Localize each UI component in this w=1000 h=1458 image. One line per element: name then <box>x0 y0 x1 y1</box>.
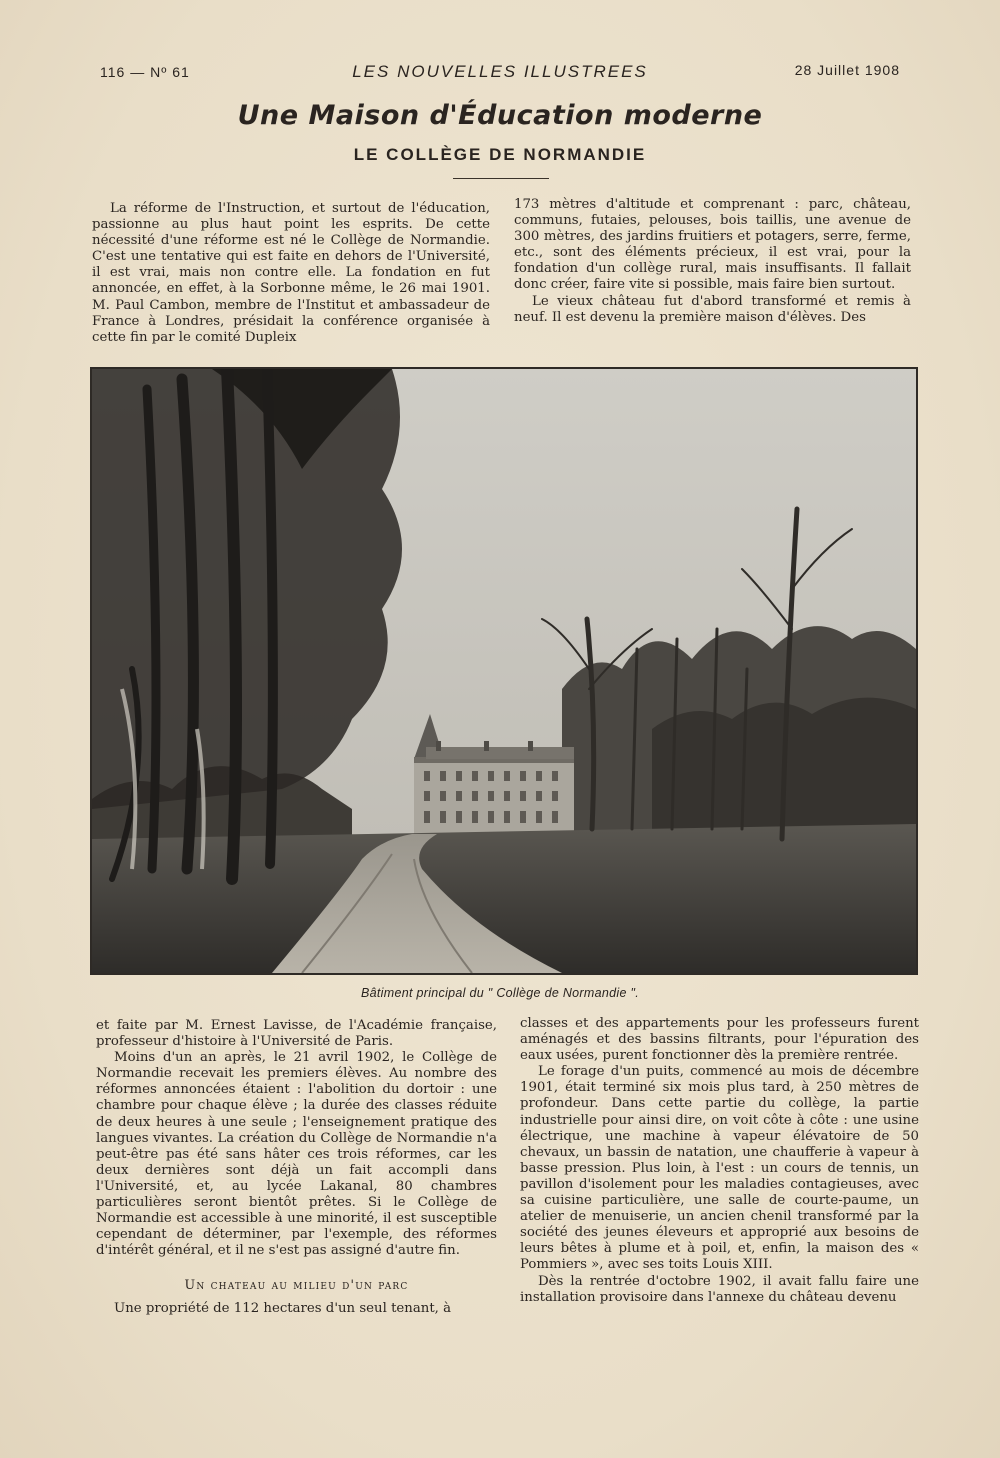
paragraph: Dès la rentrée d'octobre 1902, il avait fallu faire une installation provisoire dans l'annexe du château devenu <box>520 1273 919 1305</box>
column-top-left <box>92 201 490 346</box>
chateau-photograph <box>90 367 918 975</box>
section-heading: Un chateau au milieu d'un parc <box>184 1277 409 1293</box>
paragraph: Moins d'un an après, le 21 avril 1902, le Collège de Normandie recevait les premiers élèves. Au nombre des réformes annoncées étaient : l'abolition du dortoir : une chambre pour chaque élève ; la durée des classes réduite de deux heures à une seule ; l'enseignement pratique des langues vivantes. La création du Collège de Normandie n'a peut-être pas été sans hâter ces trois réformes, car les deux dernières sont déjà un fait accompli dans l'Université, et, au lycée Lakanal, 80 chambres particulières seront bientôt prêtes. Si le Collège de Normandie est accessible à une minorité, il est susceptible cependant de déterminer, par l'exemple, des réformes d'intérêt général, et il ne s'est pas assigné d'autre fin. <box>96 1050 497 1259</box>
paragraph: Le vieux château fut d'abord transformé et remis à neuf. Il est devenu la première maison d'élèves. Des <box>514 293 911 325</box>
journal-name: LES NOUVELLES ILLUSTREES <box>352 62 648 81</box>
page-folio: 116 — Nº 61 <box>100 64 190 80</box>
paragraph: et faite par M. Ernest Lavisse, de l'Académie française, professeur d'histoire à l'Université de Paris. <box>96 1018 497 1050</box>
page-header <box>100 62 900 86</box>
paragraph: classes et des appartements pour les professeurs furent aménagés et des bassins filtrants, pour l'épuration des eaux usées, purent fonctionner dès la première rentrée. <box>520 1016 919 1064</box>
title-rule <box>453 178 549 179</box>
article-title: Une Maison d'Éducation moderne <box>237 100 763 131</box>
paragraph: 173 mètres d'altitude et comprenant : parc, château, communs, futaies, pelouses, bois taillis, une avenue de 300 mètres, des jardins fruitiers et potagers, serre, ferme, etc., sont des éléments précieux, il est vrai, pour la fondation d'un collège rural, mais insuffisants. Il fallait donc créer, faire vite si possible, mais faire bien surtout. <box>514 197 911 293</box>
column-top-right <box>514 197 911 326</box>
photo-caption: Bâtiment principal du " Collège de Normandie ". <box>361 986 639 1000</box>
column-bottom-left <box>96 1018 497 1317</box>
paragraph: Une propriété de 112 hectares d'un seul tenant, à <box>114 1300 452 1316</box>
issue-date: 28 Juillet 1908 <box>794 62 900 78</box>
chateau-photo-illustration <box>92 369 916 973</box>
paragraph: Le forage d'un puits, commencé au mois de décembre 1901, était terminé six mois plus tard, à 250 mètres de profondeur. Dans cette partie du collège, la partie industrielle pour ainsi dire, on voit côte à côte : une usine électrique, une machine à vapeur élévatoire de 50 chevaux, un bassin de natation, une chaufferie à vapeur à basse pression. Plus loin, à l'est : un cours de tennis, un pavillon d'isolement pour les maladies contagieuses, avec sa cuisine particulière, une salle de courte-paume, un atelier de menuiserie, un ancien chenil transformé par la société des jeunes éleveurs et approprié aux besoins de leurs bêtes à plume et à poil, et, enfin, la maison des « Pommiers », avec ses toits Louis XIII. <box>520 1064 919 1273</box>
article-subtitle: LE COLLÈGE DE NORMANDIE <box>353 145 647 164</box>
paragraph: La réforme de l'Instruction, et surtout de l'éducation, passionne au plus haut point les esprits. De cette nécessité d'une réforme est né le Collège de Normandie. C'est une tentative qui est faite en dehors de l'Université, il est vrai, mais non contre elle. La fondation en fut annoncée, en effet, à la Sorbonne même, le 26 mai 1901. M. Paul Cambon, membre de l'Institut et ambassadeur de France à Londres, présidait la conférence organisée à cette fin par le comité Dupleix <box>92 201 490 345</box>
column-bottom-right <box>520 1016 919 1306</box>
